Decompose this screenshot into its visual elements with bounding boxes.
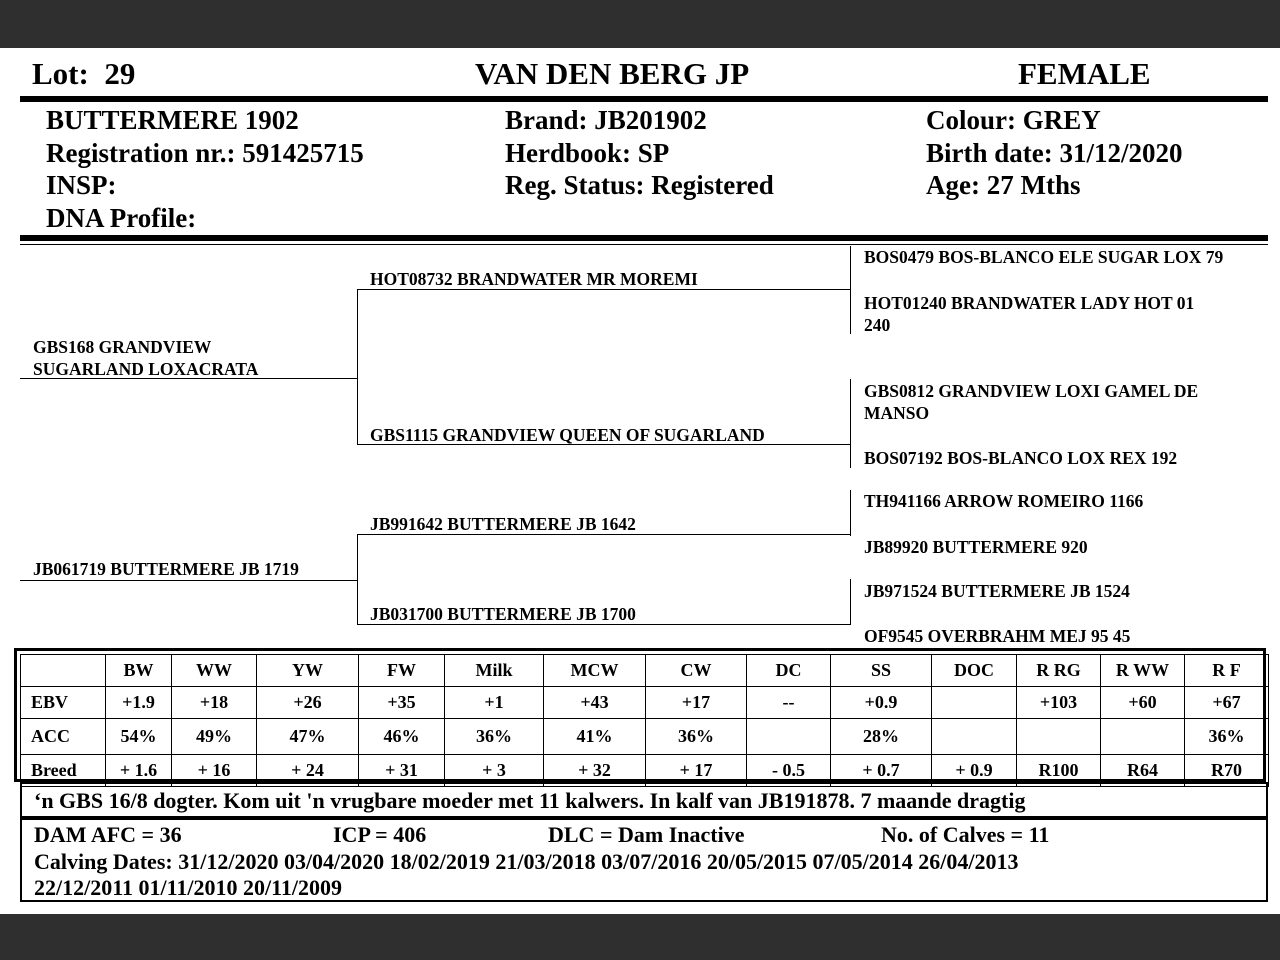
ebv-row-label: EBV — [21, 687, 106, 719]
acc-cell — [932, 719, 1017, 755]
header-divider — [20, 96, 1268, 102]
acc-cell: 36% — [445, 719, 544, 755]
ebv-cell: +17 — [646, 687, 747, 719]
acc-cell: 54% — [106, 719, 172, 755]
calving-dates-line2: 22/12/2011 01/11/2010 20/11/2009 — [34, 875, 343, 900]
pedigree-dsd: JB89920 BUTTERMERE 920 — [864, 537, 1088, 557]
age: Age: 27 Mths — [926, 170, 1081, 200]
ssd-line1: HOT01240 BRANDWATER LADY HOT 01 — [864, 293, 1195, 313]
birth-date: Birth date: 31/12/2020 — [926, 137, 1183, 168]
insp-label: INSP: — [46, 170, 117, 200]
breed-cell: + 3 — [445, 755, 544, 787]
pedigree-sss: BOS0479 BOS-BLANCO ELE SUGAR LOX 79 — [864, 247, 1224, 267]
ebv-header-cell: R WW — [1101, 655, 1185, 687]
ebv-header-cell: R F — [1185, 655, 1269, 687]
animal-info-col2 — [505, 104, 774, 202]
sex-label: FEMALE — [1018, 56, 1151, 91]
breed-cell: + 1.6 — [106, 755, 172, 787]
ebv-cell: -- — [747, 687, 831, 719]
ebv-header-cell: CW — [646, 655, 747, 687]
acc-cell — [1101, 719, 1185, 755]
pedigree-ssd — [864, 292, 1194, 336]
pedigree-dds: JB971524 BUTTERMERE JB 1524 — [864, 581, 1130, 601]
ebv-cell: +1.9 — [106, 687, 172, 719]
acc-cell: 36% — [1185, 719, 1269, 755]
pedigree-ddd: OF9545 OVERBRAHM MEJ 95 45 — [864, 626, 1131, 646]
comment-text: ‘n GBS 16/8 dogter. Kom uit 'n vrugbare moeder met 11 kalwers. In kalf van JB191878. 7 maande dragtig — [34, 788, 1026, 813]
ebv-cell: +35 — [359, 687, 445, 719]
acc-cell: 46% — [359, 719, 445, 755]
ebv-cell: +43 — [544, 687, 646, 719]
dam-afc: DAM AFC = 36 — [34, 822, 182, 847]
acc-cell — [747, 719, 831, 755]
ebv-header-cell: MCW — [544, 655, 646, 687]
comment-box — [20, 782, 1268, 818]
pedigree-dss: TH941166 ARROW ROMEIRO 1166 — [864, 491, 1144, 511]
ebv-cell: +1 — [445, 687, 544, 719]
sire-line1: GBS168 GRANDVIEW — [33, 337, 212, 357]
acc-row-label: ACC — [21, 719, 106, 755]
acc-cell: 41% — [544, 719, 646, 755]
ebv-header-cell: BW — [106, 655, 172, 687]
ebv-cell: +103 — [1017, 687, 1101, 719]
ssd-line2: 240 — [864, 315, 891, 335]
ebv-cell: +18 — [172, 687, 257, 719]
breed-cell: R70 — [1185, 755, 1269, 787]
breed-cell: + 0.7 — [831, 755, 932, 787]
breed-cell: R100 — [1017, 755, 1101, 787]
lot-number: 29 — [104, 56, 136, 91]
pedigree-dam: JB061719 BUTTERMERE JB 1719 — [33, 559, 299, 579]
lot-label-text: Lot: — [32, 56, 89, 91]
ebv-header-cell: Milk — [445, 655, 544, 687]
pedigree-sire — [33, 336, 258, 380]
breed-cell: + 17 — [646, 755, 747, 787]
ebv-header-cell: YW — [257, 655, 359, 687]
breed-cell: + 32 — [544, 755, 646, 787]
ebv-cell: +26 — [257, 687, 359, 719]
reg-status: Reg. Status: Registered — [505, 170, 774, 200]
breed-cell: - 0.5 — [747, 755, 831, 787]
pedigree-dam-sire: JB991642 BUTTERMERE JB 1642 — [370, 514, 636, 534]
acc-cell: 49% — [172, 719, 257, 755]
pedigree-sire-dam: GBS1115 GRANDVIEW QUEEN OF SUGARLAND — [370, 425, 765, 445]
registration-number: Registration nr.: 591425715 — [46, 137, 364, 168]
animal-name: BUTTERMERE 1902 — [46, 105, 299, 135]
animal-info-col1 — [46, 104, 364, 234]
sds-line2: MANSO — [864, 403, 930, 423]
ebv-header-cell: WW — [172, 655, 257, 687]
breed-cell: R64 — [1101, 755, 1185, 787]
ebv-header-cell: DOC — [932, 655, 1017, 687]
pedigree-sdd: BOS07192 BOS-BLANCO LOX REX 192 — [864, 448, 1178, 468]
ebv-cell: +0.9 — [831, 687, 932, 719]
sds-line1: GBS0812 GRANDVIEW LOXI GAMEL DE — [864, 381, 1199, 401]
dlc: DLC = Dam Inactive — [548, 822, 745, 847]
ebv-cell — [932, 687, 1017, 719]
breed-cell: + 31 — [359, 755, 445, 787]
acc-cell: 36% — [646, 719, 747, 755]
acc-cell — [1017, 719, 1101, 755]
ebv-cell: +60 — [1101, 687, 1185, 719]
owner-name: VAN DEN BERG JP — [475, 56, 750, 91]
acc-cell: 47% — [257, 719, 359, 755]
ebv-header-cell: R RG — [1017, 655, 1101, 687]
ebv-header-cell: FW — [359, 655, 445, 687]
info-divider — [20, 235, 1268, 241]
breed-row-label: Breed — [21, 755, 106, 787]
breed-cell: + 24 — [257, 755, 359, 787]
pedigree-sds — [864, 380, 1198, 424]
dna-profile-label: DNA Profile: — [46, 202, 197, 233]
info-divider-thin — [20, 244, 1268, 245]
ebv-header-cell: SS — [831, 655, 932, 687]
calving-dates-line1: Calving Dates: 31/12/2020 03/04/2020 18/02/2019 21/03/2018 03/07/2016 20/05/2015 07/05/2014 26/04/2013 — [34, 849, 1019, 874]
ebv-row — [21, 687, 1269, 719]
ebv-table — [20, 654, 1269, 787]
pedigree-sire-sire: HOT08732 BRANDWATER MR MOREMI — [370, 269, 698, 289]
lot-sheet — [0, 48, 1280, 914]
ebv-header-cell: DC — [747, 655, 831, 687]
no-of-calves: No. of Calves = 11 — [881, 822, 1050, 847]
icp: ICP = 406 — [333, 822, 427, 847]
dam-info-box — [20, 818, 1268, 902]
animal-info-col3 — [926, 104, 1183, 202]
breed-cell: + 0.9 — [932, 755, 1017, 787]
acc-cell: 28% — [831, 719, 932, 755]
ebv-cell: +67 — [1185, 687, 1269, 719]
pedigree-dam-dam: JB031700 BUTTERMERE JB 1700 — [370, 604, 636, 624]
herdbook: Herdbook: SP — [505, 137, 670, 168]
brand: Brand: JB201902 — [505, 105, 707, 135]
ebv-header-row — [21, 655, 1269, 687]
lot-label — [32, 56, 135, 92]
breed-cell: + 16 — [172, 755, 257, 787]
colour: Colour: GREY — [926, 105, 1101, 135]
acc-row — [21, 719, 1269, 755]
ebv-header-cell — [21, 655, 106, 687]
sire-line2: SUGARLAND LOXACRATA — [33, 359, 259, 379]
